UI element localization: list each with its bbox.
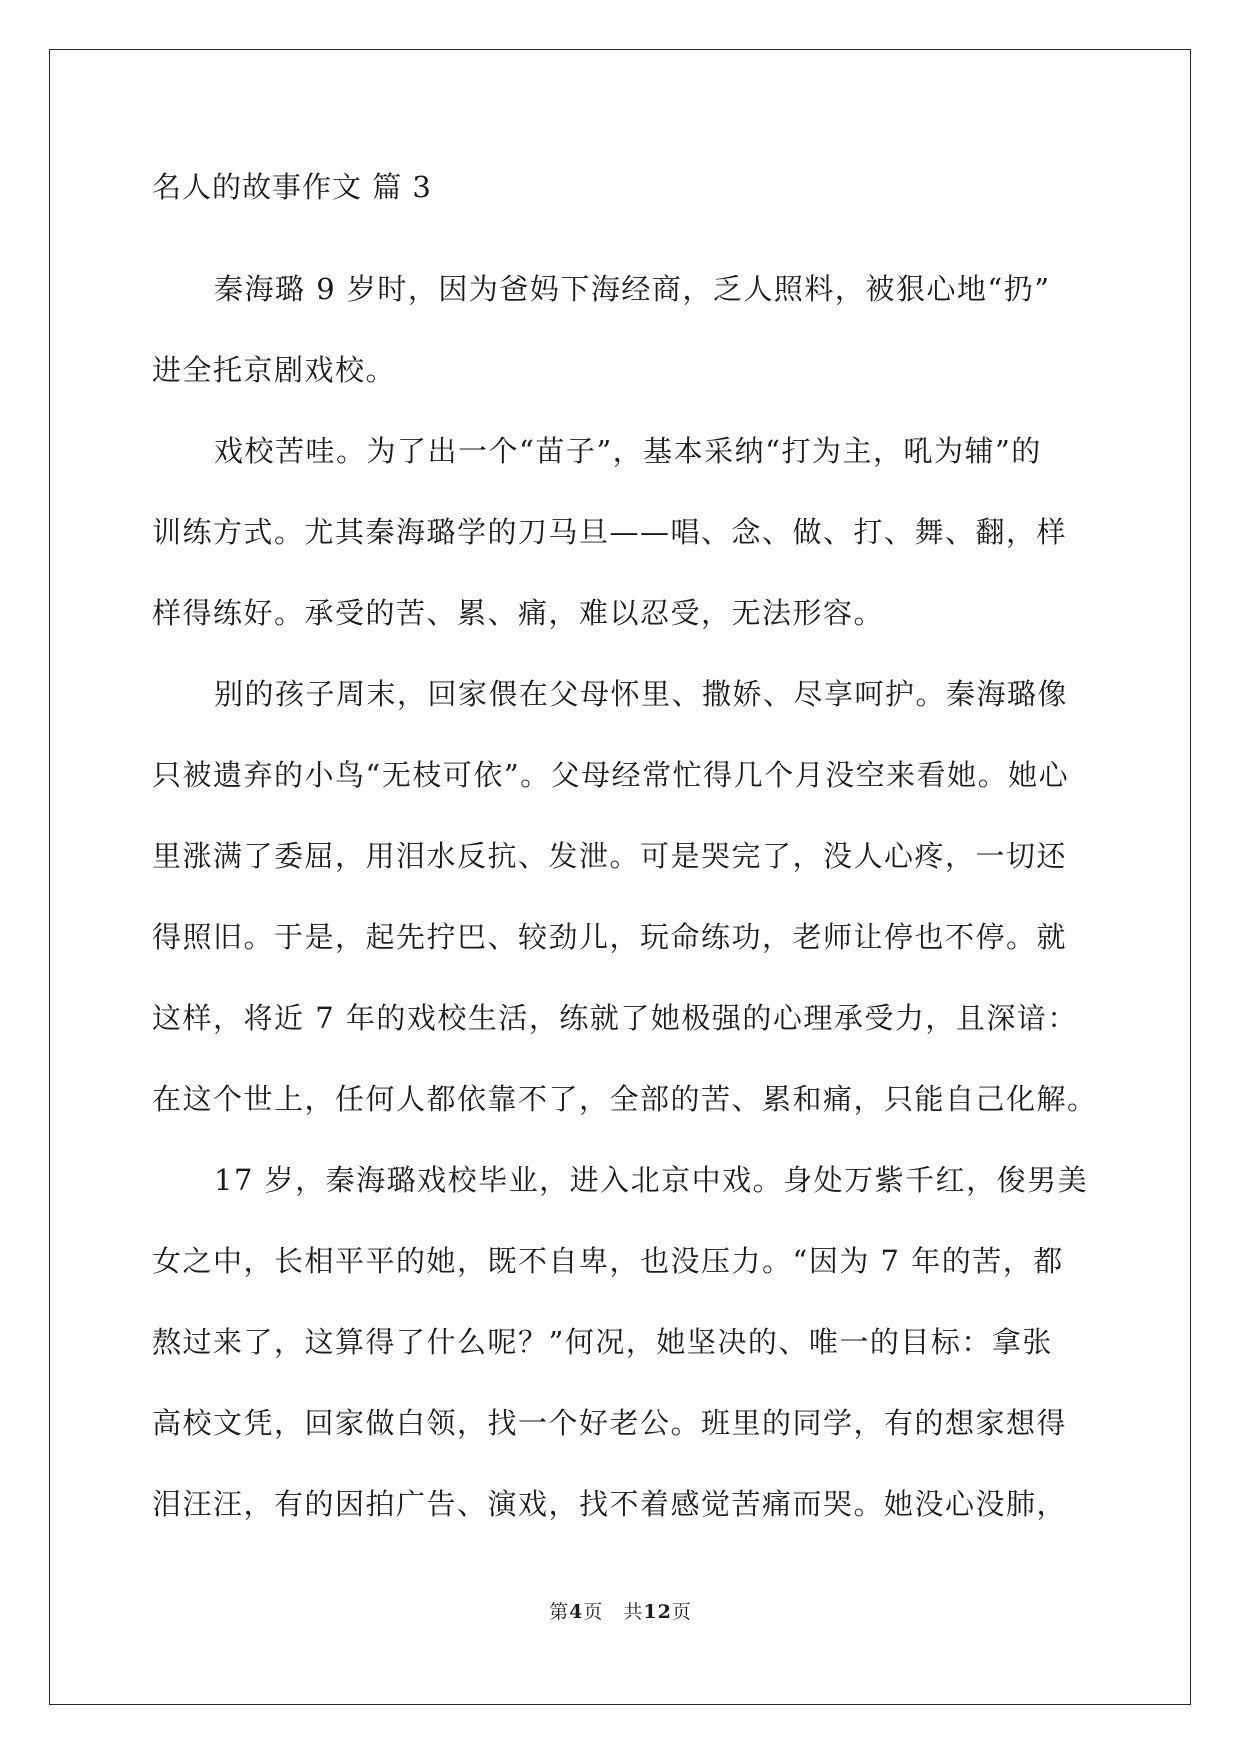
paragraph-line: 秦海璐 9 岁时，因为爸妈下海经商，乏人照料，被狠心地“扔” (214, 272, 1051, 306)
paragraph-line: 只被遗弃的小鸟“无枝可依”。父母经常忙得几个月没空来看她。她心 (152, 758, 1070, 792)
page-footer (0, 1600, 1241, 1624)
paragraph-line: 进全托京剧戏校。 (152, 353, 397, 387)
footer-suffix: 页 (671, 1601, 692, 1623)
paragraph-line: 女之中，长相平平的她，既不自卑，也没压力。“因为 7 年的苦，都 (152, 1244, 1064, 1278)
paragraph-line: 别的孩子周末，回家偎在父母怀里、撒娇、尽享呵护。秦海璐像 (214, 677, 1069, 711)
paragraph-line: 训练方式。尤其秦海璐学的刀马旦——唱、念、做、打、舞、翻，样 (152, 515, 1068, 549)
paragraph-line: 得照旧。于是，起先拧巴、较劲儿，玩命练功，老师让停也不停。就 (152, 920, 1068, 954)
paragraph-4 (152, 1140, 1092, 1545)
total-pages-number: 12 (643, 1601, 672, 1623)
paragraph-line: 里涨满了委屈，用泪水反抗、发泄。可是哭完了，没人心疼，一切还 (152, 839, 1068, 873)
paragraph-1 (152, 249, 1092, 411)
paragraph-line: 这样，将近 7 年的戏校生活，练就了她极强的心理承受力，且深谙： (152, 1001, 1078, 1035)
footer-prefix: 第 (549, 1601, 570, 1623)
paragraph-line: 戏校苦哇。为了出一个“苗子”，基本采纳“打为主，吼为辅”的 (214, 434, 1042, 468)
paragraph-2 (152, 411, 1092, 654)
document-title: 名人的故事作文 篇 3 (152, 170, 432, 204)
document-body (152, 167, 1098, 1545)
paragraph-line: 样得练好。承受的苦、累、痛，难以忍受，无法形容。 (152, 596, 885, 630)
paragraph-line: 熬过来了，这算得了什么呢？”何况，她坚决的、唯一的目标：拿张 (152, 1325, 1053, 1359)
paragraph-line: 在这个世上，任何人都依靠不了，全部的苦、累和痛，只能自己化解。 (152, 1082, 1098, 1116)
paragraph-line: 17 岁，秦海璐戏校毕业，进入北京中戏。身处万紫千红，俊男美 (214, 1163, 1089, 1197)
footer-mid: 页 共 (583, 1601, 644, 1623)
current-page-number: 4 (569, 1601, 584, 1623)
paragraph-line: 高校文凭，回家做白领，找一个好老公。班里的同学，有的想家想得 (152, 1406, 1068, 1440)
paragraph-line: 泪汪汪，有的因拍广告、演戏，找不着感觉苦痛而哭。她没心没肺， (152, 1487, 1068, 1521)
paragraph-3 (152, 654, 1098, 1140)
